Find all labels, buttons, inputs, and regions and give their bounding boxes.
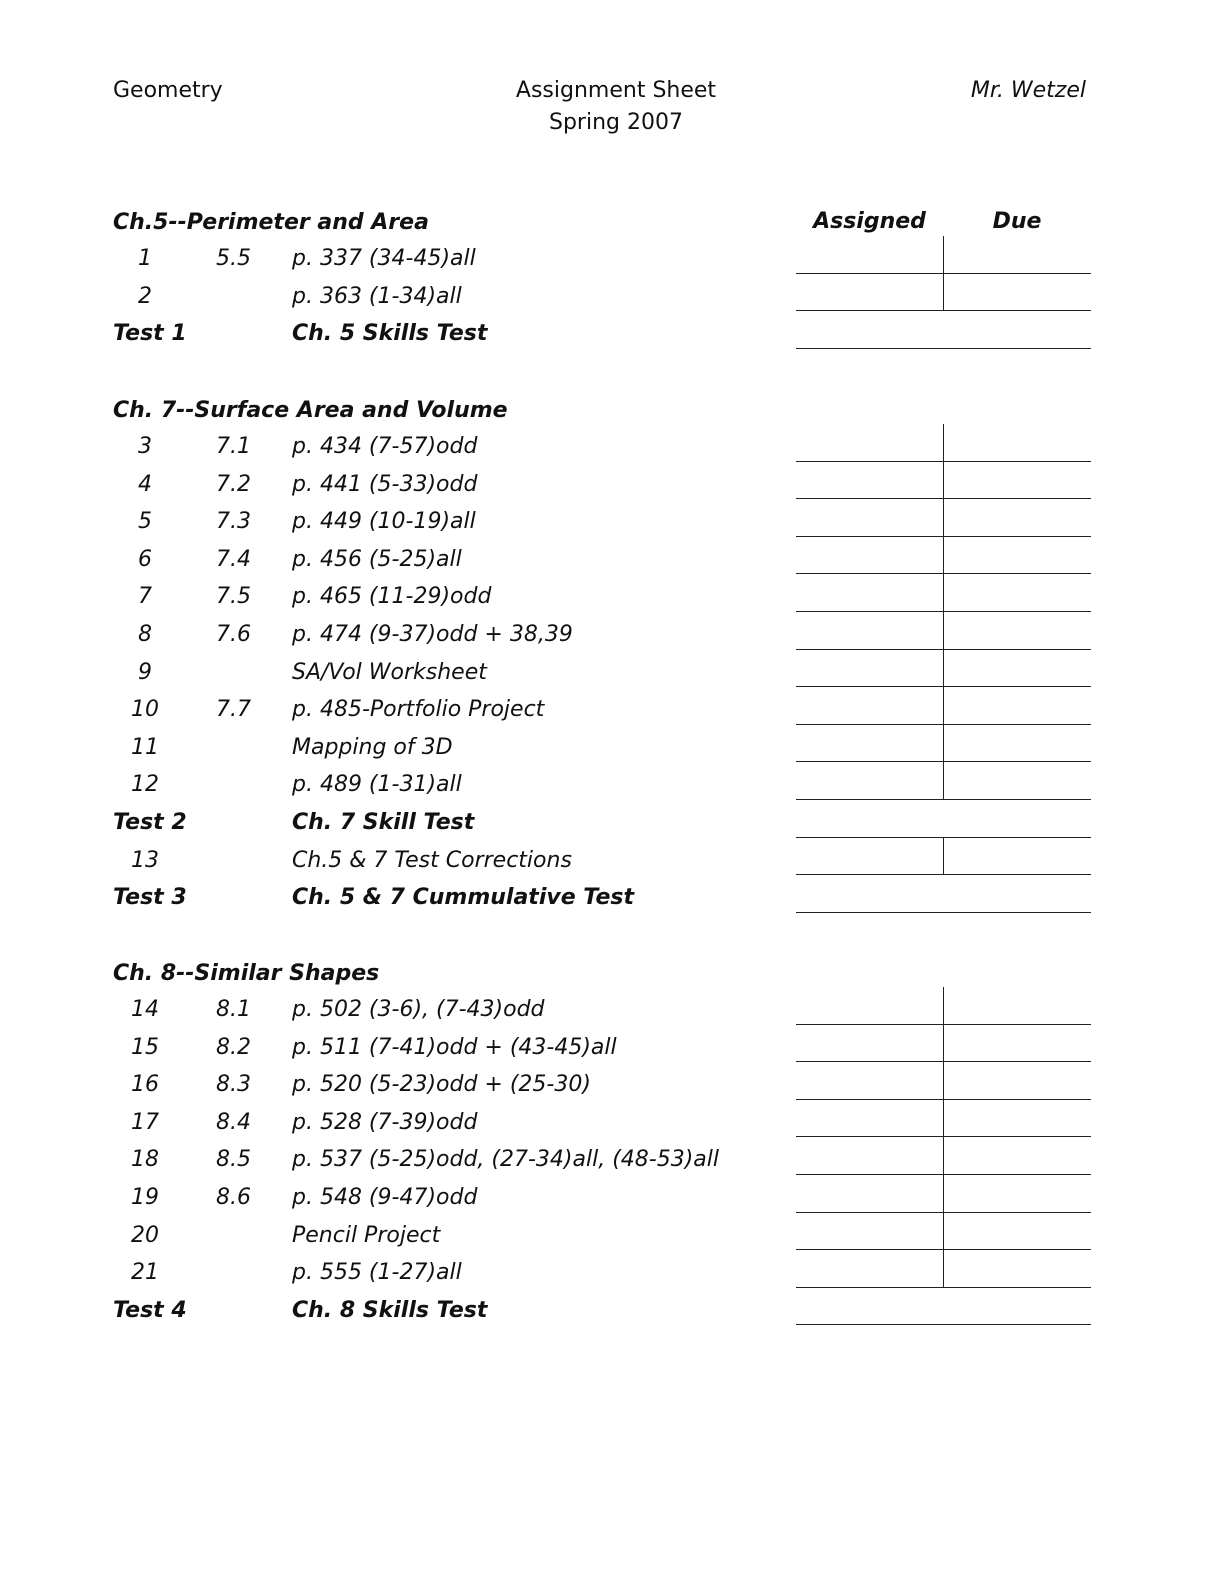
assignment-row (0, 537, 1224, 575)
textbook-section: 7.4 (216, 546, 251, 572)
course-subject: Geometry (113, 78, 223, 103)
column-divider (943, 236, 944, 274)
textbook-section: 8.4 (216, 1109, 251, 1135)
assignment-description: p. 502 (3-6), (7-43)odd (292, 997, 545, 1022)
test-row (0, 800, 1224, 838)
assignment-row (0, 687, 1224, 725)
sheet-title-block (412, 78, 820, 136)
column-divider (943, 537, 944, 575)
teacher-name: Mr. Wetzel (970, 78, 1086, 103)
column-divider (943, 687, 944, 725)
assignment-number: 19 (131, 1185, 159, 1210)
section-title: Ch. 8--Similar Shapes (113, 961, 380, 986)
assignment-number: 15 (131, 1034, 159, 1060)
textbook-section: 8.6 (216, 1185, 251, 1210)
assignment-description: Ch. 5 & 7 Cummulative Test (292, 885, 634, 911)
column-divider (943, 574, 944, 612)
textbook-section: 8.5 (216, 1147, 251, 1173)
textbook-section: 7.2 (216, 471, 251, 497)
column-divider (943, 1250, 944, 1288)
assignment-number: 18 (131, 1147, 159, 1173)
assignment-row (0, 462, 1224, 500)
textbook-section: 7.7 (216, 697, 251, 723)
assignment-description: p. 449 (10-19)all (292, 509, 476, 535)
sheet-term: Spring 2007 (549, 110, 683, 135)
assignment-number: 16 (131, 1072, 159, 1098)
assignment-description: p. 485-Portfolio Project (292, 697, 545, 723)
section-title: Ch. 7--Surface Area and Volume (113, 398, 508, 423)
assignment-number: Test 2 (113, 810, 187, 835)
assignment-description: p. 474 (9-37)odd + 38,39 (292, 622, 573, 647)
assignment-row (0, 1137, 1224, 1175)
assignment-row (0, 424, 1224, 462)
column-divider (943, 762, 944, 800)
assignment-description: SA/Vol Worksheet (292, 659, 487, 685)
assignment-number: 17 (131, 1109, 159, 1135)
assignment-number: 7 (138, 584, 152, 610)
column-divider (943, 838, 944, 876)
column-divider (943, 612, 944, 650)
assignment-number: 20 (131, 1222, 159, 1248)
assignment-number: 13 (131, 847, 159, 873)
column-divider (943, 987, 944, 1025)
assignment-row (0, 274, 1224, 312)
test-date-line (796, 1324, 1091, 1325)
column-divider (943, 725, 944, 763)
test-row (0, 1288, 1224, 1326)
textbook-section: 7.3 (216, 509, 251, 535)
assignment-row (0, 236, 1224, 274)
assignment-description: p. 520 (5-23)odd + (25-30) (292, 1072, 591, 1098)
assignment-description: Ch. 5 Skills Test (292, 321, 488, 347)
assignment-description: Mapping of 3D (292, 734, 453, 760)
column-divider (943, 1062, 944, 1100)
assignment-row (0, 1100, 1224, 1138)
assignment-number: 5 (138, 509, 152, 535)
assignment-number: 12 (131, 772, 159, 798)
assignment-row (0, 1175, 1224, 1213)
assignment-number: 11 (131, 734, 159, 760)
assignment-row (0, 762, 1224, 800)
textbook-section: 8.1 (216, 997, 251, 1022)
assignment-description: p. 548 (9-47)odd (292, 1185, 478, 1210)
column-divider (943, 274, 944, 312)
assignment-number: Test 4 (113, 1297, 187, 1323)
assignment-description: p. 434 (7-57)odd (292, 434, 478, 459)
due-column-header: Due (992, 209, 1042, 234)
test-row (0, 311, 1224, 349)
assignment-row (0, 725, 1224, 763)
assignment-row (0, 987, 1224, 1025)
assignment-number: 6 (138, 546, 152, 572)
textbook-section: 8.2 (216, 1034, 251, 1060)
test-date-line (796, 912, 1091, 913)
textbook-section: 7.1 (216, 434, 251, 459)
column-divider (943, 1213, 944, 1251)
assignment-description: p. 456 (5-25)all (292, 546, 462, 572)
column-divider (943, 499, 944, 537)
assignment-description: p. 537 (5-25)odd, (27-34)all, (48-53)all (292, 1147, 719, 1173)
assignment-number: 21 (131, 1260, 159, 1286)
column-divider (943, 462, 944, 500)
sheet-title: Assignment Sheet (515, 78, 717, 103)
assignment-row (0, 574, 1224, 612)
assignment-row (0, 1213, 1224, 1251)
column-divider (943, 424, 944, 462)
assignment-row (0, 1250, 1224, 1288)
assignment-description: p. 337 (34-45)all (292, 246, 476, 271)
column-divider (943, 1175, 944, 1213)
assignment-description: p. 555 (1-27)all (292, 1260, 462, 1286)
assignment-number: 10 (131, 697, 159, 723)
section-title: Ch.5--Perimeter and Area (113, 210, 429, 235)
textbook-section: 8.3 (216, 1072, 251, 1098)
assignment-row (0, 838, 1224, 876)
column-divider (943, 1025, 944, 1063)
assignment-row (0, 499, 1224, 537)
assignment-row (0, 650, 1224, 688)
assignment-row (0, 1025, 1224, 1063)
assignment-description: Ch.5 & 7 Test Corrections (292, 847, 572, 873)
test-date-line (796, 348, 1091, 349)
textbook-section: 5.5 (216, 246, 251, 271)
assignment-description: Ch. 7 Skill Test (292, 810, 475, 835)
assignment-number: 2 (138, 283, 152, 309)
assignment-number: Test 1 (113, 321, 187, 347)
assignment-description: p. 441 (5-33)odd (292, 471, 478, 497)
column-divider (943, 1100, 944, 1138)
assignment-number: 9 (138, 659, 152, 685)
assignment-description: p. 489 (1-31)all (292, 772, 462, 798)
textbook-section: 7.5 (216, 584, 251, 610)
assignment-description: p. 465 (11-29)odd (292, 584, 492, 610)
assignment-number: 14 (131, 997, 159, 1022)
textbook-section: 7.6 (216, 622, 251, 647)
assignment-number: 8 (138, 622, 152, 647)
column-divider (943, 1137, 944, 1175)
assignment-number: 1 (138, 246, 152, 271)
assignment-description: Ch. 8 Skills Test (292, 1297, 488, 1323)
assignment-description: p. 528 (7-39)odd (292, 1109, 478, 1135)
assignment-number: 4 (138, 471, 152, 497)
assignment-number: Test 3 (113, 885, 187, 911)
column-divider (943, 650, 944, 688)
assignment-row (0, 612, 1224, 650)
assignment-description: Pencil Project (292, 1222, 441, 1248)
assignment-description: p. 363 (1-34)all (292, 283, 462, 309)
assigned-column-header: Assigned (813, 209, 926, 234)
test-row (0, 875, 1224, 913)
assignment-row (0, 1062, 1224, 1100)
assignment-description: p. 511 (7-41)odd + (43-45)all (292, 1034, 617, 1060)
assignment-number: 3 (138, 434, 152, 459)
